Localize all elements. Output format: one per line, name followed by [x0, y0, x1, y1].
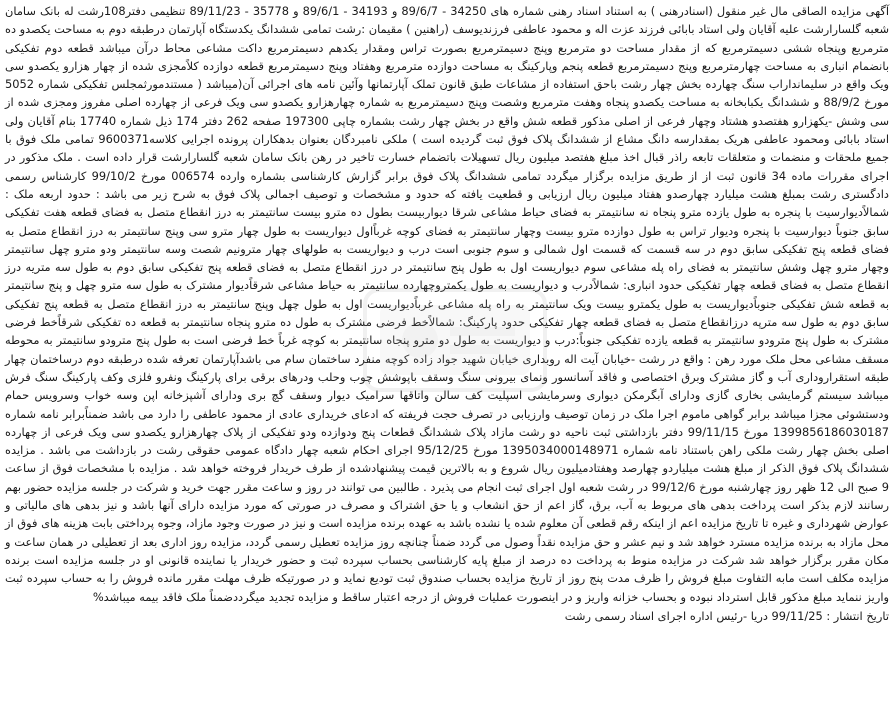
- publication-date-footer: تاریخ انتشار : 99/11/25 دریا -رئیس اداره اجرای اسناد رسمی رشت: [564, 608, 889, 623]
- auction-notice: [3, 2, 891, 708]
- notice-body: آگهی مزایده الصاقی مال غیر منقول (اسنادرهنی ) به استناد اسناد رهنی شماره های 34250 - 89/6/7 و 34193 - 89/6/1 و 35778 - 89/11/23 تنظیمی دفتر108رشت له بانک سامان شعبه گلسارارشت علیه آقایان ولی استاد بابائی فرزند عزت اله و محمود عاطفی فرزندیوسف (راهنین ) مقیمان :رشت تمامی ششدانگ یکدستگاه آپارتمان درطبقه دوم به مساحت یکصدو ده مترمربع وپنجاه ششی دسیمترمربع که از مقدار مساحت دو مترمربع وپنج دسیمترمربع بصورت تراس ومقدار یکدهم دسیمترمربع داکت مشاعی محاط درآن میباشد قطعه دوم تفکیکی بانضمام انباری به مساحت چهارمترمربع وپنج دسیمترمربع قطعه پنجم وپارکینگ به مساحت دوازده مترمربع وهفتاد وپنج دسیمترمربع قطعه دوازده کلاًمجزی شده از چهار هزارو یکصدو سی ویک واقع در سلیمانداراب سنگ چهارده بخش چهار رشت باحق استفاده از مشاعات طبق قانون تملک آپارتمانها وآئین نامه های اجرائی آن(میباشد ( مستندمورثمجلس تفکیکی شماره 5052 مورخ 88/9/2 و ششدانگ یکبابخانه به مساحت یکصدو پنجاه وهفت مترمربع وشصت وپنج دسیمترمربع به شماره چهارهزارو یکصدو سی ویک فرعی از چهارده اصلی مفروز ومجزی شده از سی وشش -یکهزارو هفتصدو هشتاد وچهار فرعی از اصلی مذکور قطعه شش واقع در بخش چهار رشت بشماره چاپی 197300 صفحه 262 دفتر 174 ذیل شماره 17740 بنام آقایان ولی استاد بابائی ومحمود عاطفی هریک بمقدارسه دانگ مشاع از ششدانگ پلاک فوق ثبت گردیده است ) ملکی نامبردگان بعنوان بدهکاران پرونده اجرایی کلاسه9600371 تمامی ملک فوق با جمیع ملحقات و منضمات و متعلقات تابعه راذر قبال اخذ مبلغ هفتصد میلیون ریال تسهیلات باتضمام خسارت تاخیر در رهن بانک سامان شعبه گلسارارشت قرار داده است . ملک مذکور در اجرای مقررات ماده 34 قانون ثبت از از طریق مزایده برگزار میگردد تمامی ششدانگ پلاک فوق برابر گزارش کارشناسی بشماره وارده 006574 مورخ 99/10/2 کارشناس رسمی دادگستری رشت بمبلغ هشت میلیارد چهارصدو هفتاد میلیون ریال ارزیابی و قطعیت یافته که حدود و مشخصات و توصیف اجمالی پلاک فوق به شرح زیر می باشد : حدود اربعه ملک : شمالاًدیوارسیت با پنجره به طول یازده مترو پنجاه نه سانتیمتر به فضای حیاط مشاعی شرقا دیواربیست بطول ده مترو بیست سانتیمتر به درز انقطاع متصل به فضای قطعه هفت تفکیکی سابق جنوباً دیوارسیت با پنجره ودیوار تراس به طول دوازده مترو بیست وچهار سانتیمتر به فضای کوچه غرباًاول دیواریست به طول چهار مترو سی وپنج سانتیمتر به درز انقطاع متصل به فضای قطعه پنج تفکیکی سابق دوم در سه قسمت که قسمت اول شمالی و سوم جنوبی است درب و دیواریست به طولهای چهار مترونیم شصت وسه سانتیمتر ودو مترو چهل سانتیمتر وچهار مترو چهل وشش سانتیمتر به فضای راه پله مشاعی سوم دیواریست اول به طول پنج سانتیمتر در درز انقطاع متصل به فضای قطعه پنج تفکیکی سابق دوم به طول سه متریه درز انقطاع متصل به فضای قطعه چهار تفکیکی حدود انباری: شمالاًدرب و دیواریست به طول یکمتروچهارده سانتیمتر به حیاط مشاعی شرقاًدیوار مشترک به طول سه مترو چهل و پنج سانتیمتر به قطعه شش تفکیکی جنوباًدیواریست به طول یکمترو بیست ویک سانتیمتر به راه پله مشاعی غرباًدیواریست اول به طول چهل وپنج سانتیمتر به درز انقطاع متصل به قطعه پنج تفکیکی سابق دوم به طول سه مترپه درزانقطاع متصل به فضای قطعه چهار تفکیکی حدود پارکینگ: شمالاًخط فرضی مشترک به طول ده مترو پنجاه سانتیمتر به قطعه ده تفکیکی شرقاًخط فرضی مشترک به طول پنج مترودو سانتیمتر به قطعه یازده تفکیکی جنوباً:درب و دیواریست به طول دو مترو پنجاه سانتیمتر به کوچه غرباً خط فرضی است به طول پنج مترودو سانتیمتر به محوطه مسقف مشاعی محل ملک مورد رهن : واقع در رشت -خیابان آیت اله روبداری خیابان شهید جواد زاده کوچه منفرد ساختمان سام می باشدآپارتمان تعرفه شده درطبقه دوم درساختمان چهار طبقه استقراروداری آب و گاز مشترک وبرق اختصاصی و فاقد آسانسور ونمای بیرونی سنگ وسقف باپوشش چوب وحلب ودرهای برقی برای پارکینگ ونفرو فلزی وکف پارکینگ سنگ فرش میباشد سیستم گرمایشی بخاری گازی ودارای آبگرمکن دیواری وسرمایشی اسپلیت کف سالن واتاقها سرامیک دیوار وسقف گچ بری ودارای آشپزخانه اپن وسه خواب وسرویس حمام ودستشوئی مجزا میباشد برابر گواهی ماموم اجرا ملک در زمان توصیف وارزیابی در تصرف حجت فریفته که ادعای خریداری عادی از محمود عاطفی را دارد می باشد ضمناًبرابر نامه شماره 1399856186030187 مورخ 99/11/15 دفتر بازداشتی ثبت ناحیه دو رشت مازاد پلاک ششدانگ قطعات پنج ودوازده ودو تفکیکی از پلاک چهارهزارو یکصدو سی ویک فرعی از چهارده اصلی بخش چهار رشت ملکی راهن باستناد نامه شماره 1395034000148971 مورخ 95/12/25 اجرای احکام شعبه چهار دادگاه عمومی حقوقی رشت در بازداشت می باشد . مزایده ششدانگ پلاک فوق الذکر از مبلغ هشت میلیاردو چهارصد وهفتادمیلیون ریال شروع و به بالاترین قیمت پیشنهادشده از طرف خریدار فروخته خواهد شد . مزایده با مشخصات فوق از ساعت 9 صبح الی 12 ظهر روز چهارشنبه مورخ 99/12/6 در رشت شعبه اول اجرای ثبت انجام می پذیرد . طالبین می توانند در روز و ساعت مقرر جهت خرید و شرکت در جلسه مزایده حضور بهم رسانند لازم بذکر است پرداخت بدهی های مربوط به آب، برق، گاز اعم از حق انشعاب و یا حق اشتراک و مصرف در صورتی که مورد مزایده دارای آنها باشد و نیز بدهی های مالیاتی و عوارض شهرداری و غیره تا تاریخ مزایده اعم از اینکه رقم قطعی آن معلوم شده یا نشده باشد به عهده برنده مزایده است و نیز در صورت وجود مازاد، وجوه پرداختی بابت هزینه های فوق از محل مازاد به برنده مزایده مسترد خواهد شد و نیم عشر و حق مزایده نقداً وصول می گردد ضمناً چنانچه روز مزایده تعطیل رسمی گردد، مزایده روز اداری بعد از تعطیلی در همان ساعت و مکان مقرر برگزار خواهد شد شرکت در مزایده منوط به پرداخت ده درصد از مبلغ پایه کارشناسی بحساب سپرده ثبت و حضور خریدار یا نماینده قانونی او در جلسه مزایده است برنده مزایده مکلف است مابه التفاوت مبلغ فروش را ظرف مدت پنج روز از تاریخ مزایده بحساب صندوق ثبت تودیع نماید و در صورتیکه ظرف مهلت مقرر مانده فروش را به حساب سپرده ثبت واریز ننماید مبلغ مذکور قابل استرداد نبوده و بحساب خزانه واریز و در اینصورت عملیات فروش از درجه اعتبار ساقط و مزایده تجدید میگرددضمناً ملک فاقد بیمه میباشد%: [5, 4, 889, 604]
